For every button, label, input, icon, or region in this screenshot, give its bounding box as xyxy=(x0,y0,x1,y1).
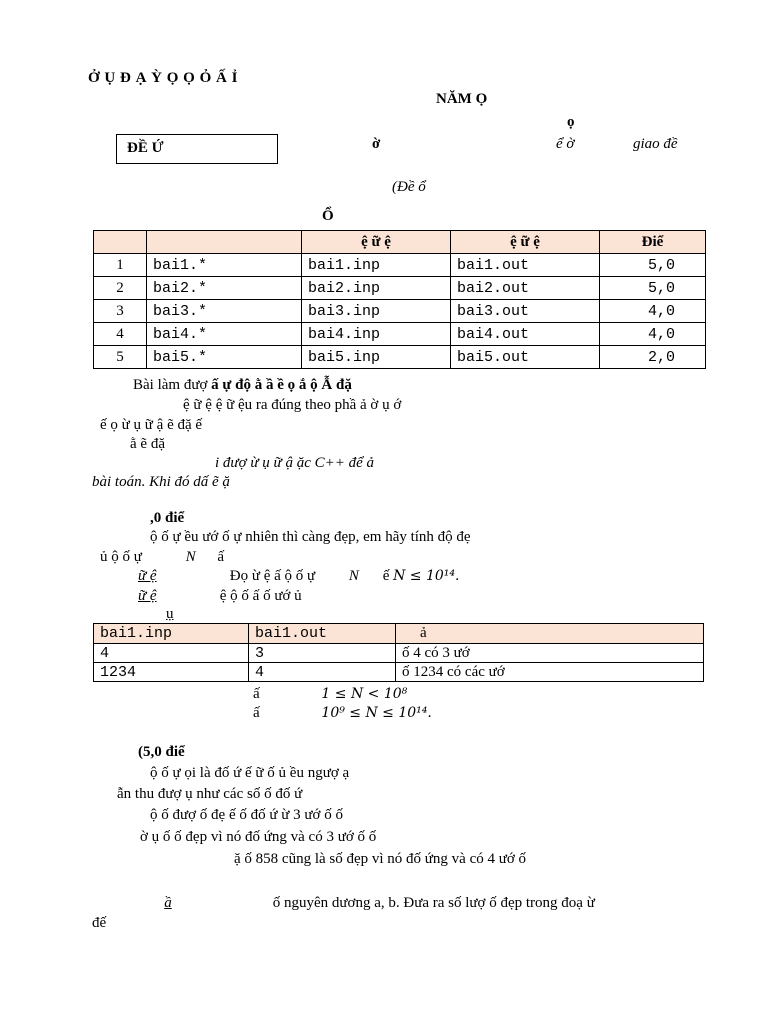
problem1-p2 xyxy=(100,549,224,566)
overview-title: Ổ xyxy=(322,208,334,224)
problem1-output xyxy=(138,588,302,605)
example-output: 3 xyxy=(249,644,396,663)
exam-title-label: ĐỀ Ứ xyxy=(127,140,164,156)
input-text: Đọ ừ ệ ấ ộ ố ự xyxy=(229,568,316,584)
problem2-p5: ặ ố 858 cũng là số đẹp vì nó đố ứng và có 4 ướ ố xyxy=(234,851,527,867)
subtask1 xyxy=(253,686,407,703)
instructions-line6: bài toán. Khi đó dấ ẽ ặ xyxy=(92,474,230,490)
table-row xyxy=(94,323,706,346)
cell-index: 3 xyxy=(94,300,147,323)
output-label: ữ ệ xyxy=(138,588,157,604)
instructions-line5: i đượ ừ ụ ữ ậ ặc C++ để ả xyxy=(215,455,375,471)
instructions-line2: ệ ữ ệ ệ ữ ệu ra đúng theo phầ ả ờ ụ ớ xyxy=(183,397,402,413)
table-row xyxy=(94,300,706,323)
example-explain: ố 4 có 3 ướ xyxy=(396,644,704,663)
input-cond: ế xyxy=(382,568,390,584)
cell-input-file: bai1.inp xyxy=(302,254,451,277)
cell-score: 2,0 xyxy=(600,346,706,369)
input-var: N xyxy=(348,568,359,584)
overview-col-output: ệ ữ ệ xyxy=(451,231,600,254)
cell-source: bai5.* xyxy=(147,346,302,369)
overview-header-row xyxy=(94,231,706,254)
subtask2 xyxy=(253,705,432,722)
cell-input-file: bai5.inp xyxy=(302,346,451,369)
cell-input-file: bai2.inp xyxy=(302,277,451,300)
subtask1-math: 1 ≤ N < 10⁸ xyxy=(321,686,408,702)
header-line1: Ở Ụ Đ Ạ Ỳ Ọ Ọ Ỏ Ấ Ỉ xyxy=(88,70,238,86)
example-input: 4 xyxy=(94,644,249,663)
cell-score: 4,0 xyxy=(600,323,706,346)
cell-output-file: bai1.out xyxy=(451,254,600,277)
cell-score: 5,0 xyxy=(600,254,706,277)
table-row xyxy=(94,346,706,369)
problem1-var-n: N xyxy=(185,549,196,565)
example-col-explain: ả xyxy=(396,624,704,644)
problem2-p3: ộ ố đượ ố đẹ ế ố đố ứ ừ 3 ướ ố ố xyxy=(150,807,343,823)
cell-source: bai4.* xyxy=(147,323,302,346)
cell-score: 4,0 xyxy=(600,300,706,323)
table-row xyxy=(94,663,704,682)
cell-output-file: bai3.out xyxy=(451,300,600,323)
table-row xyxy=(94,644,704,663)
instructions-line1 xyxy=(133,377,352,394)
problem2-title: (5,0 điể xyxy=(138,744,185,760)
cell-input-file: bai3.inp xyxy=(302,300,451,323)
requirement-text: ố nguyên dương a, b. Đưa ra số lượ ố đẹp trong đoạ ừ xyxy=(272,895,595,911)
instr-l1c: ằ ầ ề ọ ắ ộ Ẫ đặ xyxy=(254,377,352,393)
example-label xyxy=(138,606,218,623)
instr-l1a: Bài làm đượ xyxy=(133,377,208,393)
cell-output-file: bai4.out xyxy=(451,323,600,346)
cell-source: bai3.* xyxy=(147,300,302,323)
example-header-row xyxy=(94,624,704,644)
output-text: ệ ộ ố ấ ố ướ ủ xyxy=(219,588,302,604)
example-table xyxy=(93,623,704,682)
page-note: (Đề ổ xyxy=(392,179,426,195)
input-label: ữ ệ xyxy=(138,568,157,584)
input-math: N ≤ 10¹⁴. xyxy=(393,568,460,584)
instr-l1b: ấ ự độ xyxy=(211,377,251,393)
header-line2: NĂM Ọ xyxy=(436,91,488,107)
cell-score: 5,0 xyxy=(600,277,706,300)
problem1-p1: ộ ố ự ều ướ ố ự nhiên thì càng đẹp, em hãy tính độ đẹ xyxy=(150,529,471,545)
cell-index: 1 xyxy=(94,254,147,277)
header-mark: ọ xyxy=(567,114,575,130)
problem1-input xyxy=(138,568,459,585)
problem1-p2c: ấ xyxy=(217,549,225,565)
time-giao: giao đề xyxy=(633,136,678,152)
time-right: ể ờ xyxy=(556,136,575,152)
problem2-last: đế xyxy=(92,915,107,931)
problem2-requirement xyxy=(137,895,595,912)
overview-col-score: Điể xyxy=(600,231,706,254)
example-output: 4 xyxy=(249,663,396,682)
problem2-p1: ộ ố ự ọi là đố ứ ế ữ ố ủ ều ngượ ạ xyxy=(150,765,350,781)
table-row xyxy=(94,254,706,277)
cell-output-file: bai5.out xyxy=(451,346,600,369)
cell-input-file: bai4.inp xyxy=(302,323,451,346)
subtask2-word: ấ xyxy=(253,705,260,721)
example-explain: ố 1234 có các ướ xyxy=(396,663,704,682)
problem1-title: ,0 điể xyxy=(150,510,185,526)
requirement-label: ầ xyxy=(164,895,172,911)
cell-source: bai2.* xyxy=(147,277,302,300)
overview-col-input: ệ ữ ệ xyxy=(302,231,451,254)
cell-index: 4 xyxy=(94,323,147,346)
subtask1-word: ấ xyxy=(253,686,260,702)
problem2-p4: ờ ụ ố ố đẹp vì nó đố ứng và có 3 ướ ố ố xyxy=(140,829,377,845)
cell-output-file: bai2.out xyxy=(451,277,600,300)
time-left: ờ xyxy=(372,136,381,152)
example-input: 1234 xyxy=(94,663,249,682)
problem1-p2a: ủ ộ ố ự xyxy=(100,549,142,565)
cell-index: 5 xyxy=(94,346,147,369)
example-col-output: bai1.out xyxy=(249,624,396,644)
cell-index: 2 xyxy=(94,277,147,300)
overview-col-0 xyxy=(94,231,147,254)
overview-col-1 xyxy=(147,231,302,254)
example-label-text: ụ xyxy=(166,606,174,622)
overview-table xyxy=(93,230,706,369)
instructions-line3: ế ọ ừ ụ ữ ậ ẽ đặ ế xyxy=(100,417,203,433)
exam-title-box xyxy=(116,134,278,164)
problem2-p2: ẫn thu đượ ụ như các số ố đố ứ xyxy=(117,786,303,802)
example-col-input: bai1.inp xyxy=(94,624,249,644)
cell-source: bai1.* xyxy=(147,254,302,277)
table-row xyxy=(94,277,706,300)
instructions-line4: ằ ẽ đặ xyxy=(130,436,165,452)
subtask2-math: 10⁹ ≤ N ≤ 10¹⁴. xyxy=(321,705,432,721)
